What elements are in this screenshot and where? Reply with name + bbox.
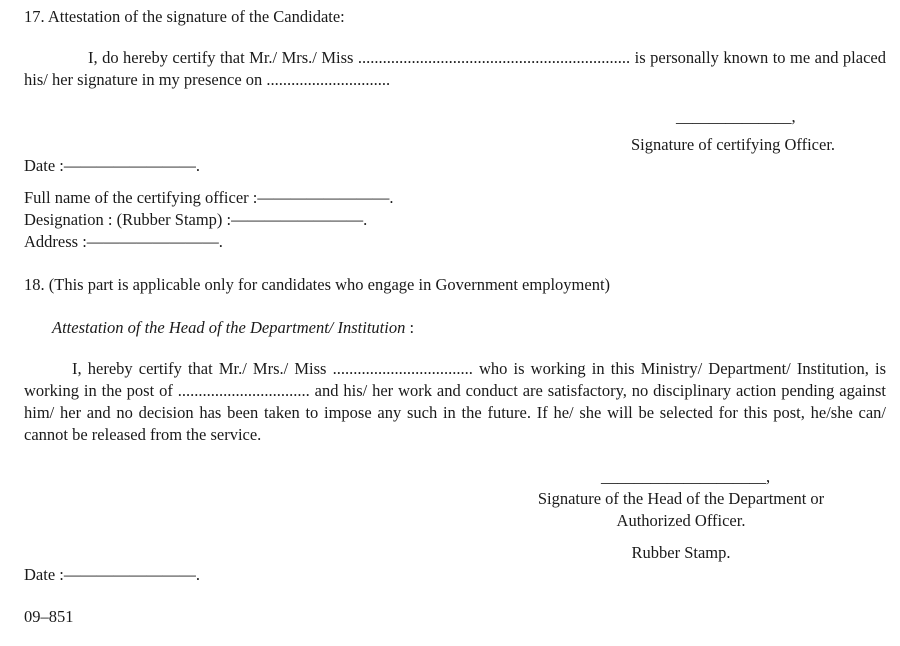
rubber-stamp-label: Rubber Stamp.	[631, 543, 731, 562]
section-18-date-field: Date :————————.	[24, 565, 200, 584]
section-18-subheading-text: Attestation of the Head of the Department/ Institution	[52, 318, 406, 337]
section-18-signature-caption-line1: Signature of the Head of the Department or	[537, 489, 825, 508]
section-18-subheading	[52, 317, 414, 338]
section-17-certify-paragraph: I, do hereby certify that Mr./ Mrs./ Miss .................................................................. is personally known to me and placed his/ her signature in my presence on ..............................	[24, 48, 886, 89]
designation-field: Designation : (Rubber Stamp) :————————.	[24, 210, 368, 229]
section-17-heading: 17. Attestation of the signature of the Candidate:	[24, 7, 345, 26]
section-18-certify-paragraph: I, hereby certify that Mr./ Mrs./ Miss .................................. who is working in this Ministry/ Department/ Institution, is working in the post of ................................ and his/ her work and conduct are satisfactory, no disciplinary action pending against him/ her and no decision has been taken to impose any such in the future. If he/ she will be selected for this post, he/she can/ cannot be released from the service.	[24, 359, 886, 444]
document-code: 09–851	[24, 607, 74, 626]
section-18-subheading-colon: :	[405, 318, 415, 337]
section-17-date-field: Date :————————.	[24, 156, 200, 175]
section-17-signature-line: ______________,	[676, 107, 796, 126]
section-18-signature-caption-line2: Authorized Officer.	[616, 511, 746, 530]
section-17-signature-caption: Signature of certifying Officer.	[631, 135, 836, 154]
section-18-signature-line: ____________________,	[601, 467, 771, 486]
address-field: Address :————————.	[24, 232, 223, 251]
certifying-officer-name-field: Full name of the certifying officer :————————.	[24, 188, 394, 207]
section-18-heading: 18. (This part is applicable only for candidates who engage in Government employment)	[24, 275, 611, 294]
